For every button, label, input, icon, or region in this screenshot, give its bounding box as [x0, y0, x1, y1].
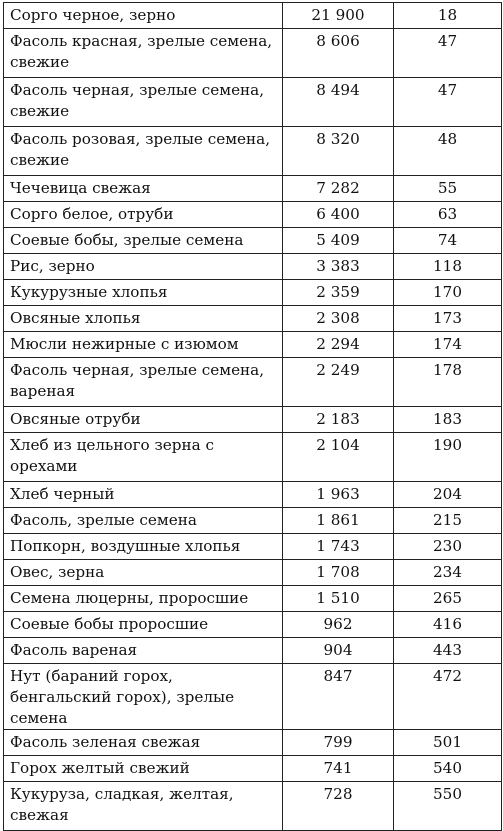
value1-cell: 7 282 — [283, 176, 394, 202]
value1-cell: 1 861 — [283, 508, 394, 534]
product-name-cell: Овсяные хлопья — [4, 306, 283, 332]
value1-cell: 2 183 — [283, 407, 394, 433]
value2-cell: 234 — [394, 560, 502, 586]
product-name-cell: Сорго черное, зерно — [4, 3, 283, 29]
value2-cell: 416 — [394, 612, 502, 638]
value2-cell: 230 — [394, 534, 502, 560]
table-row — [4, 782, 502, 831]
value1-cell: 1 963 — [283, 482, 394, 508]
product-name-cell: Соевые бобы проросшие — [4, 612, 283, 638]
value1-cell: 8 320 — [283, 127, 394, 176]
product-name-cell: Фасоль зеленая свежая — [4, 730, 283, 756]
product-name-cell: Сорго белое, отруби — [4, 202, 283, 228]
value1-cell: 5 409 — [283, 228, 394, 254]
product-name-cell: Хлеб из цельного зерна с орехами — [4, 433, 283, 482]
product-name-cell: Соевые бобы, зрелые семена — [4, 228, 283, 254]
value2-cell: 74 — [394, 228, 502, 254]
value2-cell: 18 — [394, 3, 502, 29]
product-name-cell: Фасоль черная, зрелые семена, вареная — [4, 358, 283, 407]
value1-cell: 741 — [283, 756, 394, 782]
table-row — [4, 306, 502, 332]
value1-cell: 2 249 — [283, 358, 394, 407]
product-name-cell: Рис, зерно — [4, 254, 283, 280]
table-row — [4, 508, 502, 534]
value2-cell: 443 — [394, 638, 502, 664]
table-row — [4, 358, 502, 407]
table-row — [4, 482, 502, 508]
value2-cell: 178 — [394, 358, 502, 407]
value2-cell: 55 — [394, 176, 502, 202]
value2-cell: 550 — [394, 782, 502, 831]
value2-cell: 540 — [394, 756, 502, 782]
table-row — [4, 730, 502, 756]
table-row — [4, 534, 502, 560]
value2-cell: 63 — [394, 202, 502, 228]
table-row — [4, 228, 502, 254]
value1-cell: 847 — [283, 664, 394, 730]
table-row — [4, 586, 502, 612]
product-name-cell: Фасоль, зрелые семена — [4, 508, 283, 534]
value2-cell: 118 — [394, 254, 502, 280]
value1-cell: 799 — [283, 730, 394, 756]
value2-cell: 47 — [394, 78, 502, 127]
value1-cell: 2 294 — [283, 332, 394, 358]
product-name-cell: Фасоль вареная — [4, 638, 283, 664]
product-name-cell: Хлеб черный — [4, 482, 283, 508]
value1-cell: 1 510 — [283, 586, 394, 612]
table-row — [4, 756, 502, 782]
table-row — [4, 176, 502, 202]
table-row — [4, 560, 502, 586]
value1-cell: 3 383 — [283, 254, 394, 280]
value1-cell: 1 708 — [283, 560, 394, 586]
value1-cell: 2 308 — [283, 306, 394, 332]
value1-cell: 2 359 — [283, 280, 394, 306]
value2-cell: 48 — [394, 127, 502, 176]
value2-cell: 174 — [394, 332, 502, 358]
product-name-cell: Мюсли нежирные с изюмом — [4, 332, 283, 358]
product-name-cell: Чечевица свежая — [4, 176, 283, 202]
product-name-cell: Кукуруза, сладкая, желтая, свежая — [4, 782, 283, 831]
value1-cell: 904 — [283, 638, 394, 664]
value2-cell: 183 — [394, 407, 502, 433]
table-row — [4, 332, 502, 358]
table-row — [4, 3, 502, 29]
value1-cell: 6 400 — [283, 202, 394, 228]
product-name-cell: Кукурузные хлопья — [4, 280, 283, 306]
value2-cell: 170 — [394, 280, 502, 306]
table-row — [4, 78, 502, 127]
data-table — [3, 2, 502, 831]
value1-cell: 8 494 — [283, 78, 394, 127]
table-row — [4, 407, 502, 433]
product-name-cell: Попкорн, воздушные хлопья — [4, 534, 283, 560]
value1-cell: 728 — [283, 782, 394, 831]
product-name-cell: Семена люцерны, проросшие — [4, 586, 283, 612]
table-row — [4, 280, 502, 306]
value1-cell: 21 900 — [283, 3, 394, 29]
value2-cell: 190 — [394, 433, 502, 482]
table-row — [4, 433, 502, 482]
table-row — [4, 202, 502, 228]
value1-cell: 8 606 — [283, 29, 394, 78]
product-name-cell: Нут (бараний горох, бенгальский горох), зрелые семена — [4, 664, 283, 730]
value2-cell: 204 — [394, 482, 502, 508]
value2-cell: 472 — [394, 664, 502, 730]
value1-cell: 962 — [283, 612, 394, 638]
product-name-cell: Фасоль черная, зрелые семена, свежие — [4, 78, 283, 127]
table-row — [4, 29, 502, 78]
value1-cell: 1 743 — [283, 534, 394, 560]
product-name-cell: Овес, зерна — [4, 560, 283, 586]
table-row — [4, 127, 502, 176]
value2-cell: 173 — [394, 306, 502, 332]
table-row — [4, 254, 502, 280]
table-row — [4, 612, 502, 638]
value2-cell: 47 — [394, 29, 502, 78]
value2-cell: 265 — [394, 586, 502, 612]
product-name-cell: Фасоль красная, зрелые семена, свежие — [4, 29, 283, 78]
value1-cell: 2 104 — [283, 433, 394, 482]
table-row — [4, 638, 502, 664]
value2-cell: 501 — [394, 730, 502, 756]
table-row — [4, 664, 502, 730]
table-body — [4, 3, 502, 831]
product-name-cell: Овсяные отруби — [4, 407, 283, 433]
value2-cell: 215 — [394, 508, 502, 534]
product-name-cell: Горох желтый свежий — [4, 756, 283, 782]
product-name-cell: Фасоль розовая, зрелые семена, свежие — [4, 127, 283, 176]
